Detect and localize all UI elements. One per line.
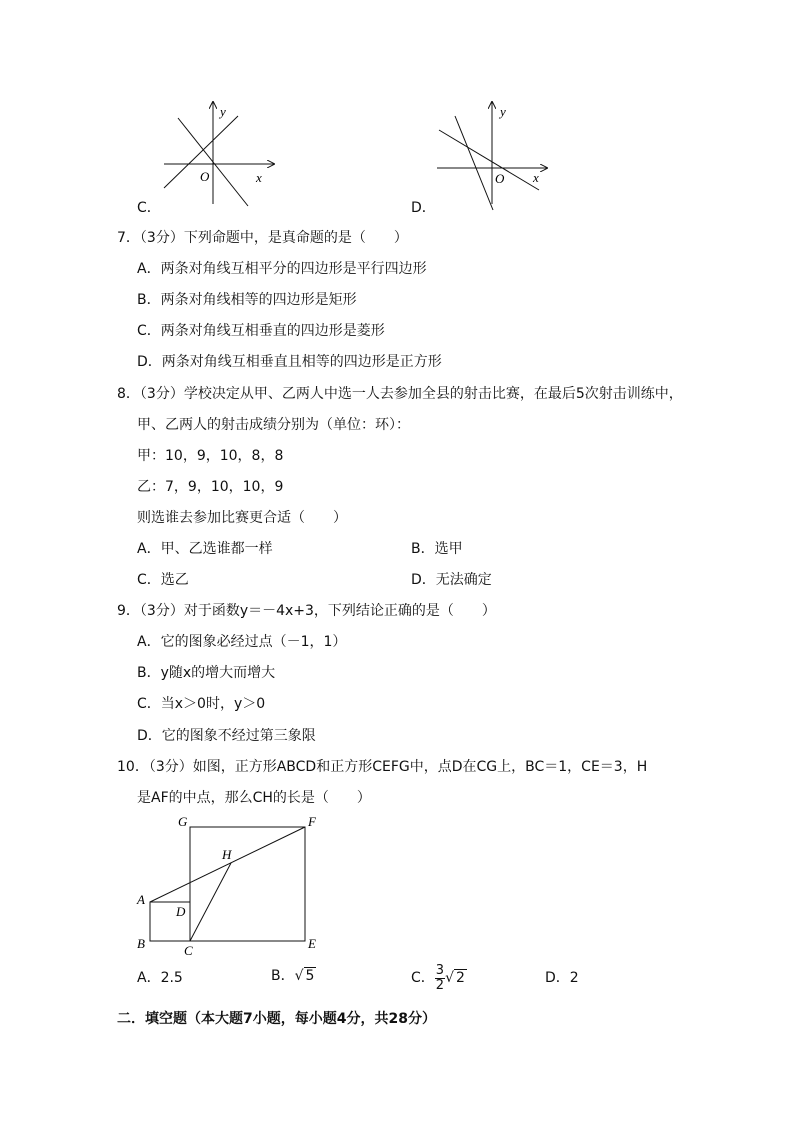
label-f: F bbox=[308, 814, 316, 829]
origin-label: O bbox=[200, 169, 210, 184]
q7-option-d: D．两条对角线互相垂直且相等的四边形是正方形 bbox=[137, 354, 442, 370]
q10-option-c-prefix: C． bbox=[411, 970, 435, 986]
graph-line bbox=[439, 130, 539, 190]
axis-y-label: y bbox=[500, 104, 506, 119]
label-h: H bbox=[222, 847, 232, 862]
graph-option-c bbox=[160, 98, 280, 213]
q10-option-d: D．2 bbox=[545, 970, 579, 986]
q7-option-a: A．两条对角线互相平分的四边形是平行四边形 bbox=[137, 261, 427, 277]
q9-option-c: C．当x＞0时，y＞0 bbox=[137, 696, 266, 712]
fraction-numerator: 3 bbox=[435, 962, 445, 978]
label-g: G bbox=[178, 814, 188, 829]
q7-option-c: C．两条对角线互相垂直的四边形是菱形 bbox=[137, 323, 385, 339]
q8-ask: 则选谁去参加比赛更合适（ ） bbox=[137, 510, 347, 526]
axis-x-label: x bbox=[256, 170, 262, 185]
q8-option-b: B．选甲 bbox=[411, 541, 463, 557]
segment-ch bbox=[190, 863, 231, 941]
label-b: B bbox=[137, 936, 145, 951]
q8-option-d: D．无法确定 bbox=[411, 572, 492, 588]
graph-line bbox=[455, 116, 493, 210]
radicand: 2 bbox=[455, 970, 465, 986]
label-c: C bbox=[184, 943, 193, 958]
q8-option-c: C．选乙 bbox=[137, 572, 189, 588]
q10-option-a: A．2.5 bbox=[137, 970, 183, 986]
q9-option-b: B．y随x的增大而增大 bbox=[137, 665, 276, 681]
q8-option-a: A．甲、乙选谁都一样 bbox=[137, 541, 273, 557]
label-e: E bbox=[308, 936, 316, 951]
sqrt-symbol: √ 5 bbox=[294, 968, 315, 984]
q10-option-b-prefix: B． bbox=[271, 968, 295, 984]
sqrt-symbol: √ 2 bbox=[445, 970, 465, 986]
q8-stem-line2: 甲、乙两人的射击成绩分别为（单位：环）： bbox=[137, 417, 410, 433]
q8-scores-jia: 甲：10，9，10，8，8 bbox=[137, 448, 284, 464]
q9-option-a: A．它的图象必经过点（－1，1） bbox=[137, 634, 347, 650]
q7-option-b: B．两条对角线相等的四边形是矩形 bbox=[137, 292, 357, 308]
label-d: D bbox=[176, 904, 186, 919]
q10-option-b bbox=[271, 967, 316, 989]
q10-stem-line2: 是AF的中点，那么CH的长是（ ） bbox=[137, 790, 371, 806]
origin-label: O bbox=[495, 171, 505, 186]
q10-figure-squares bbox=[132, 812, 332, 960]
square-cefg bbox=[190, 827, 305, 941]
option-c-label: C． bbox=[137, 200, 161, 216]
q8-stem-line1: 8．（3分）学校决定从甲、乙两人中选一人去参加全县的射击比赛，在最后5次射击训练中， bbox=[117, 386, 683, 402]
option-d-label: D． bbox=[411, 200, 436, 216]
q8-scores-yi: 乙：7，9，10，10，9 bbox=[137, 479, 284, 495]
label-a: A bbox=[137, 892, 145, 907]
q9-option-d: D．它的图象不经过第三象限 bbox=[137, 728, 316, 744]
axis-x-label: x bbox=[533, 170, 539, 185]
axis-y-label: y bbox=[220, 104, 226, 119]
section-2-title: 二．填空题（本大题7小题，每小题4分，共28分） bbox=[117, 1011, 436, 1027]
q7-stem: 7．（3分）下列命题中，是真命题的是（ ） bbox=[117, 230, 408, 246]
radicand: 5 bbox=[305, 968, 315, 984]
graph-option-d bbox=[433, 98, 553, 213]
fraction-denominator: 2 bbox=[435, 977, 445, 993]
q10-stem-line1: 10．（3分）如图，正方形ABCD和正方形CEFG中，点D在CG上，BC＝1，CE＝3，H bbox=[117, 759, 648, 775]
segment-af bbox=[150, 827, 305, 902]
q10-option-c bbox=[411, 962, 467, 994]
q9-stem: 9．（3分）对于函数y＝－4x+3，下列结论正确的是（ ） bbox=[117, 603, 496, 619]
fraction bbox=[435, 964, 445, 993]
